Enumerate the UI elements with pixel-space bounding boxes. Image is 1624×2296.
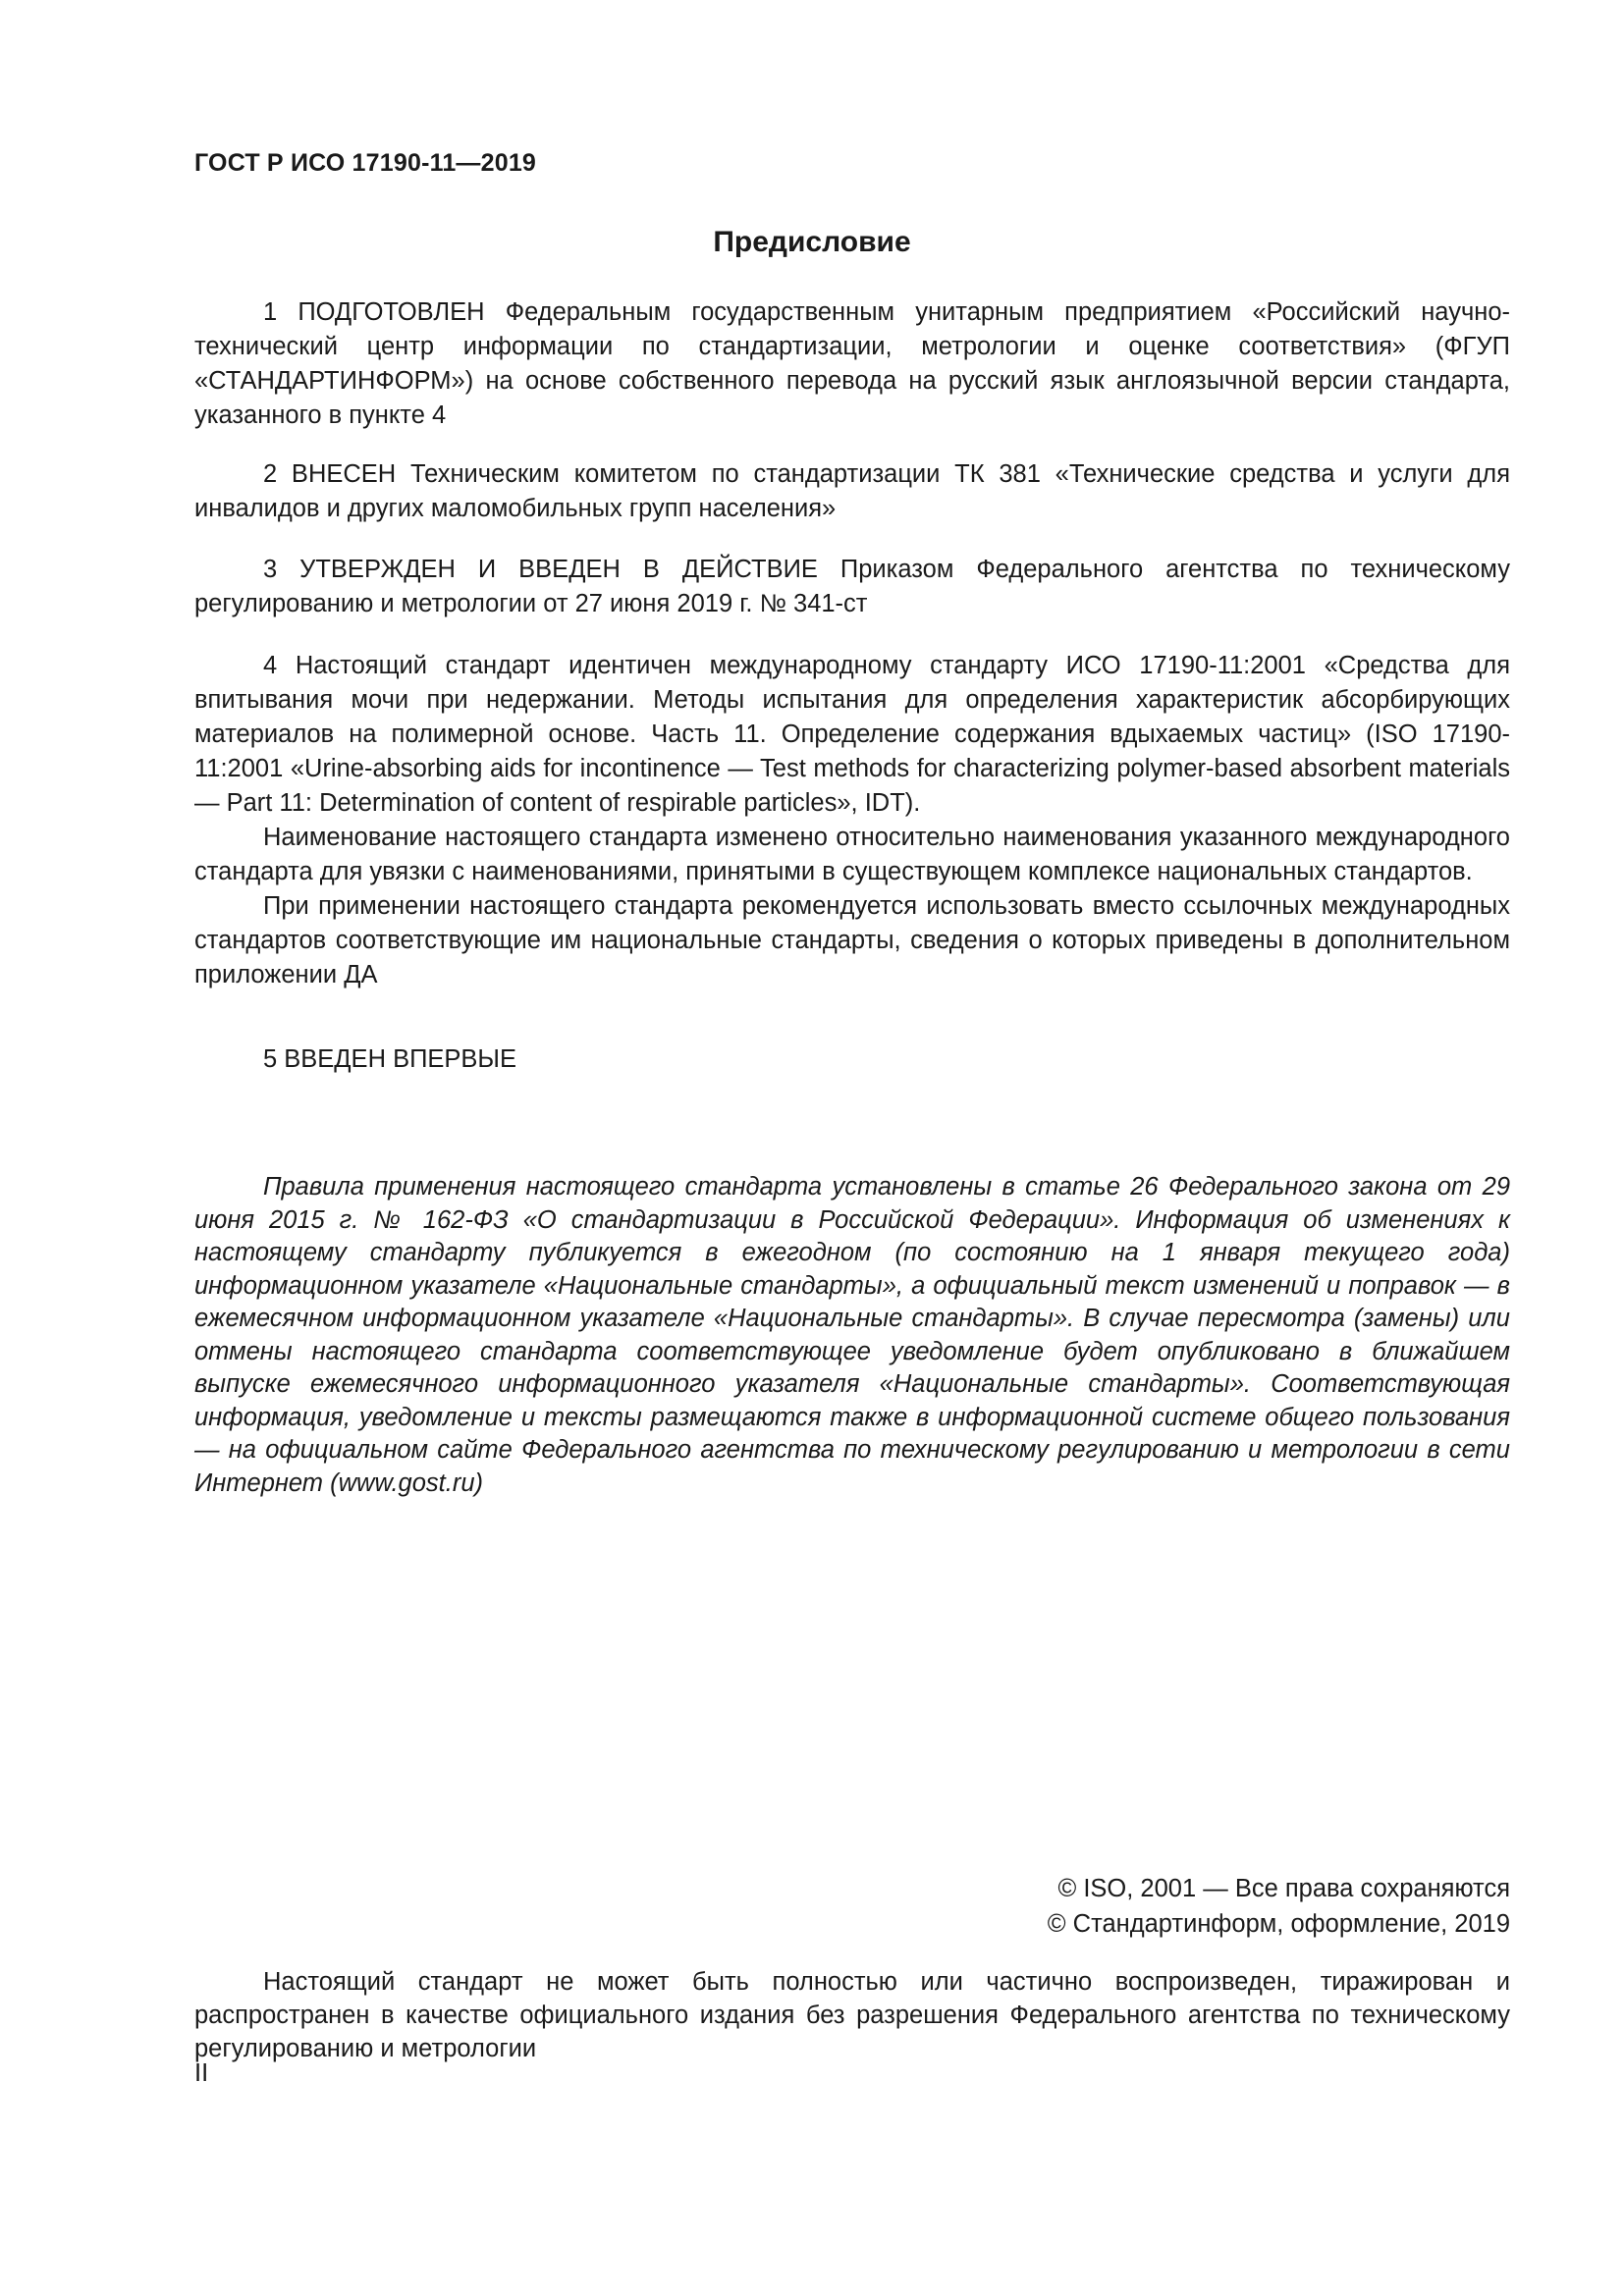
item-3 <box>194 553 1510 621</box>
page-title: Предисловие <box>713 226 911 258</box>
copyright-block <box>1048 1871 1510 1942</box>
usage-rules-notice: Правила применения настоящего стандарта установлены в статье 26 Федерального закона от 29 июня 2015 г. № 162-ФЗ «О стандартизации в Российской Федерации». Информация об изменениях к настоящему стандарту публикуется в ежегодном (по состоянию на 1 января текущего года) информационном указателе «Национальные стандарты», а официальный текст изменений и поправок — в ежемесячном информационном указателе «Национальные стандарты». В случае пересмотра (замены) или отмены настоящего стандарта соответствующее уведомление будет опубликовано в ближайшем выпуске ежемесячного информационного указателя «Национальные стандарты». Соответствующая информация, уведомление и тексты размещаются также в информационной системе общего пользования — на официальном сайте Федерального агентства по техническому регулированию и метрологии в сети Интернет (www.gost.ru) <box>194 1173 1510 1497</box>
iso-copyright: © ISO, 2001 — Все права сохраняются <box>1057 1875 1510 1902</box>
item-4-name-note: Наименование настоящего стандарта изменено относительно наименования указанного международного стандарта для увязки с наименованиями, принятыми в существующем комплексе национальных стандартов. <box>194 824 1510 885</box>
item-1-text: 1 ПОДГОТОВЛЕН Федеральным государственным унитарным предприятием «Российский научно-технический центр информации по стандартизации, метрологии и оценке соответствия» (ФГУП «СТАНДАРТИНФОРМ») на основе собственного перевода на русский язык англоязычной версии стандарта, указанного в пункте 4 <box>194 298 1510 429</box>
item-4-text: 4 Настоящий стандарт идентичен международному стандарту ИСО 17190-11:2001 «Средства для впитывания мочи при недержании. Методы испытания для определения характеристик абсорбирующих материалов на полимерной основе. Часть 11. Определение содержания вдыхаемых частиц» (ISO 17190-11:2001 «Urine-absorbing aids for incontinence — Test methods for characterizing polymer-based absorbent materials — Part 11: Determination of content of respirable particles», IDT). <box>194 652 1510 817</box>
standard-code-header: ГОСТ Р ИСО 17190-11—2019 <box>194 149 537 177</box>
page-number: II <box>194 2059 209 2087</box>
item-4 <box>194 649 1510 992</box>
item-1 <box>194 295 1510 433</box>
item-4-reference-note: При применении настоящего стандарта рекомендуется использовать вместо ссылочных международных стандартов соответствующие им национальные стандарты, сведения о которых приведены в дополнительном приложении ДА <box>194 892 1510 988</box>
item-2-text: 2 ВНЕСЕН Техническим комитетом по стандартизации ТК 381 «Технические средства и услуги для инвалидов и других маломобильных групп населения» <box>194 460 1510 522</box>
reproduction-restriction: Настоящий стандарт не может быть полностью или частично воспроизведен, тиражирован и распространен в качестве официального издания без разрешения Федерального агентства по техническому регулированию и метрологии <box>194 1968 1510 2062</box>
item-5-text: 5 ВВЕДЕН ВПЕРВЫЕ <box>263 1045 517 1073</box>
item-5 <box>194 1042 1510 1077</box>
standartinform-copyright: © Стандартинформ, оформление, 2019 <box>1047 1910 1510 1938</box>
item-3-text: 3 УТВЕРЖДЕН И ВВЕДЕН В ДЕЙСТВИЕ Приказом Федерального агентства по техническому регулированию и метрологии от 27 июня 2019 г. № 341-ст <box>194 556 1510 617</box>
item-2 <box>194 457 1510 526</box>
